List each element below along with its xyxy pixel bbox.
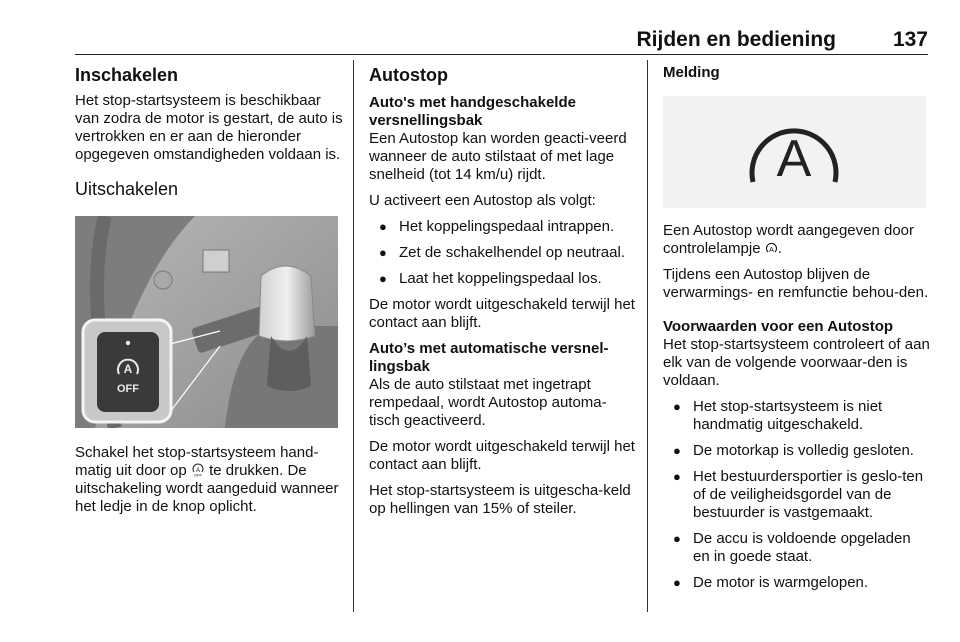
heading-inschakelen: Inschakelen — [75, 65, 179, 85]
svg-text:A: A — [768, 247, 774, 254]
column-3 — [663, 64, 931, 600]
bullet-list-handgeschakeld — [369, 218, 637, 288]
paragraph-automatisch: Als de auto stilstaat met ingetrapt rempedaal, wordt Autostop automa-tisch geactiveerd. — [369, 376, 607, 429]
heading-melding: Melding — [663, 64, 720, 81]
paragraph-motor-uit-2: De motor wordt uitgeschakeld terwijl het contact aan blijft. — [369, 438, 635, 473]
off-button-label: OFF — [117, 383, 139, 395]
paragraph-uitschakelen-part1: Schakel het stop-startsysteem hand-matig uit door op — [75, 444, 319, 479]
list-item: ● De motor is warmgelopen. — [663, 574, 931, 592]
autostop-off-icon — [191, 463, 205, 477]
column-1 — [75, 64, 345, 516]
list-item: ● De accu is voldoende opgeladen en in goede staat. — [663, 530, 931, 566]
svg-text:A: A — [195, 468, 200, 474]
section-title: Rijden en bediening — [636, 28, 836, 51]
autostop-lamp-icon — [765, 242, 778, 255]
page-header — [75, 28, 928, 55]
column-divider — [647, 60, 648, 612]
heading-autostop: Autostop — [369, 65, 448, 85]
heading-handgeschakeld: Auto's met handgeschakelde versnellingsbak — [369, 94, 576, 129]
list-item: ● Laat het koppelingspedaal los. — [369, 270, 637, 288]
page-number: 137 — [892, 28, 928, 51]
paragraph-voorwaarden: Het stop-startsysteem controleert of aan elk van de volgende voorwaar-den is voldaan. — [663, 336, 930, 389]
svg-text:A: A — [123, 362, 133, 376]
list-item: ● Het bestuurdersportier is geslo-ten of de veiligheidsgordel van de bestuurder is vastgemaakt. — [663, 468, 931, 522]
svg-text:A: A — [776, 130, 812, 188]
paragraph-hellingen: Het stop-startsysteem is uitgescha-keld op hellingen van 15% of steiler. — [369, 482, 631, 517]
stop-start-button-photo — [75, 216, 338, 428]
list-item: ● Het koppelingspedaal intrappen. — [369, 218, 637, 236]
svg-text:OFF: OFF — [193, 472, 202, 477]
paragraph-verwarming: Tijdens een Autostop blijven de verwarmings- en remfunctie behou-den. — [663, 266, 929, 301]
list-item: ● Het stop-startsysteem is niet handmatig uitgeschakeld. — [663, 398, 931, 434]
paragraph-melding-part1: Een Autostop wordt aangegeven door controlelampje — [663, 222, 915, 257]
heading-automatisch: Auto’s met automatische versnel-lingsbak — [369, 340, 609, 375]
heading-uitschakelen: Uitschakelen — [75, 179, 179, 199]
list-item: ● Zet de schakelhendel op neutraal. — [369, 244, 637, 262]
column-2 — [369, 64, 637, 526]
bullet-list-voorwaarden — [663, 398, 931, 592]
paragraph-activeren: Een Autostop kan worden geacti-veerd wanneer de auto stilstaat of met lage snelheid (tot 14 km/u) rijdt. — [369, 130, 627, 183]
paragraph-uitschakelen-part2: te drukken. De uitschakeling wordt aangeduid wanneer het ledje in de knop oplicht. — [75, 462, 339, 515]
column-divider — [353, 60, 354, 612]
autostop-indicator-image — [663, 96, 926, 208]
list-item: ● De motorkap is volledig gesloten. — [663, 442, 931, 460]
heading-voorwaarden: Voorwaarden voor een Autostop — [663, 318, 894, 335]
paragraph-motor-uit: De motor wordt uitgeschakeld terwijl het contact aan blijft. — [369, 296, 635, 331]
paragraph-volgt: U activeert een Autostop als volgt: — [369, 192, 596, 209]
paragraph-melding-part2: . — [777, 240, 782, 257]
paragraph-inschakelen: Het stop-startsysteem is beschikbaar van zodra de motor is gestart, de auto is vertrokken en er aan de hieronder opgegeven omstandigheden voldaan is. — [75, 92, 343, 163]
